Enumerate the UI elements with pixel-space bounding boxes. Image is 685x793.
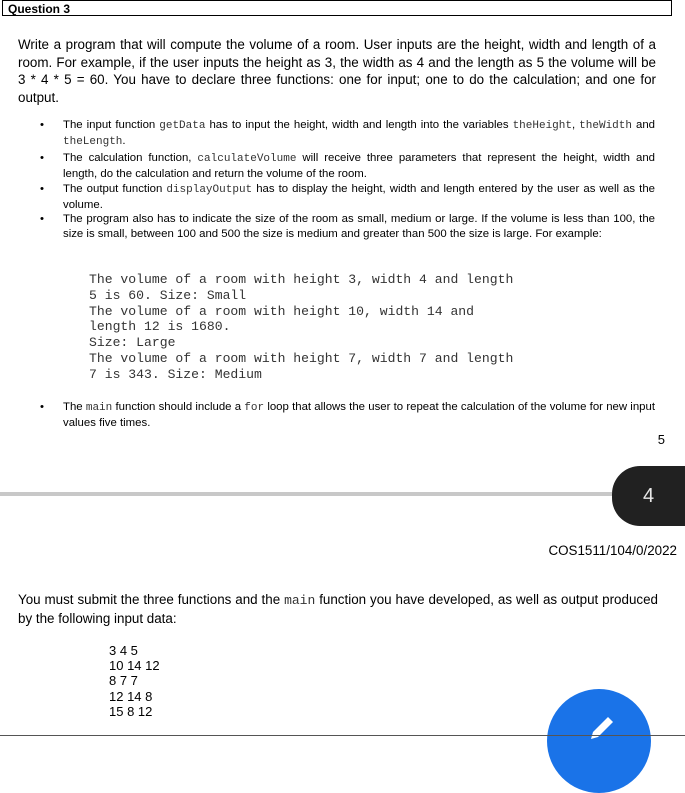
input-data-row: 3 4 5 xyxy=(109,643,138,658)
list-item: • The program also has to indicate the size of the room as small, medium or large. If the volume is less than 100, the size is small, between 100 and 500 the size is medium and greater than 500 the size is large. For example: xyxy=(40,213,655,240)
input-data-list xyxy=(109,643,160,719)
page-divider xyxy=(0,492,612,496)
bullet-icon: • xyxy=(40,152,44,164)
current-page-label: 4 xyxy=(642,484,655,507)
list-item: • The main function should include a for loop that allows the user to repeat the calculation of the volume for new input values five times. xyxy=(40,401,656,429)
list-item: • The input function getData has to input the height, width and length into the variables theHeight, theWidth and theLength. xyxy=(40,119,655,148)
edit-fab-button[interactable] xyxy=(547,689,651,793)
page-indicator[interactable] xyxy=(612,466,685,526)
example-line: length 12 is 1680. xyxy=(89,319,231,335)
example-output xyxy=(89,272,513,383)
example-line: 5 is 60. Size: Small xyxy=(89,287,247,303)
example-line: The volume of a room with height 7, width 7 and length xyxy=(89,350,514,366)
example-line: 7 is 343. Size: Medium xyxy=(89,366,262,382)
list-item: • The output function displayOutput has to display the height, width and length entered by the user as well as the volume. xyxy=(40,183,656,211)
input-data-row: 8 7 7 xyxy=(109,673,138,689)
question-header xyxy=(2,0,672,16)
course-code: COS1511/104/0/2022 xyxy=(548,543,677,558)
example-line: The volume of a room with height 10, width 14 and xyxy=(89,303,475,319)
input-data-row: 10 14 12 xyxy=(109,658,160,674)
question-title: Question 3 xyxy=(8,2,71,16)
list-item: • The calculation function, calculateVolume will receive three parameters that represent the height, width and length, do the calculation and return the volume of the room. xyxy=(40,152,655,180)
outro-paragraph: You must submit the three functions and the main function you have developed, as well as output produced by the following input data: xyxy=(18,592,658,626)
intro-paragraph: Write a program that will compute the volume of a room. User inputs are the height, width and length of a room. For example, if the user inputs the height as 3, the width as 4 and the length as 5 the volume will be 3 * 4 * 5 = 60. You have to declare three functions: one for input; one to do the calculation; and one for output. xyxy=(18,37,656,105)
page-number: 5 xyxy=(657,432,665,447)
bullet-icon: • xyxy=(40,401,44,413)
example-line: The volume of a room with height 3, width 4 and length xyxy=(89,272,514,287)
bullet-icon: • xyxy=(40,213,44,225)
bottom-border xyxy=(0,735,685,736)
bullet-icon: • xyxy=(40,119,44,131)
input-data-row: 12 14 8 xyxy=(109,688,153,704)
example-line: Size: Large xyxy=(89,335,176,351)
bullet-icon: • xyxy=(40,183,44,195)
input-data-row: 15 8 12 xyxy=(109,703,153,719)
